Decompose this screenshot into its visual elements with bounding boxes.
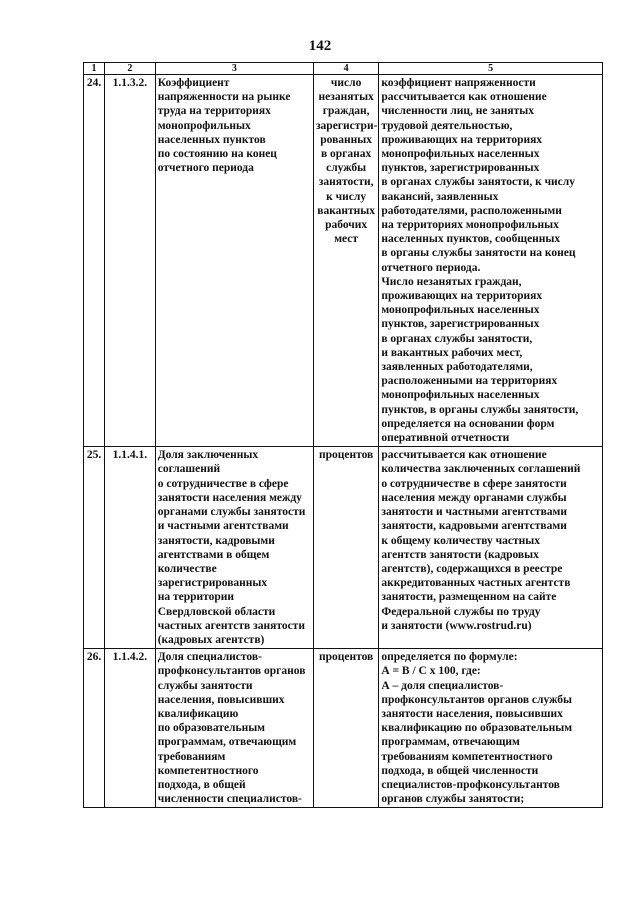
indicator-name-line: отчетного периода	[157, 162, 254, 175]
calculation-method-line: работодателями, расположенными	[381, 204, 562, 217]
unit-of-measure-line: службы	[326, 162, 367, 175]
calculation-method-line: расположенными на территориях	[381, 375, 558, 388]
calculation-method-line: о сотрудничестве в сфере занятости	[381, 477, 567, 490]
calculation-method-line: и занятости (www.rostrud.ru)	[381, 619, 532, 632]
table-row	[84, 447, 603, 649]
unit-of-measure	[313, 75, 378, 447]
indicator-name	[155, 447, 313, 649]
calculation-method-line: оперативной отчетности	[381, 432, 510, 445]
indicator-name-line: населенных пунктов	[157, 133, 266, 146]
unit-of-measure-line: процентов	[318, 449, 374, 462]
calculation-method-line: занятости, размещенном на сайте	[381, 591, 557, 604]
calculation-method-line: определяется на основании форм	[381, 417, 555, 430]
calculation-method-line: профконсультантов органов службы	[381, 693, 572, 706]
indicator-name-line: службы занятости	[157, 679, 253, 692]
calculation-method-line: занятости населения, повысивших	[381, 707, 563, 720]
unit-of-measure-line: незанятых	[318, 91, 374, 104]
calculation-method-line: проживающих на территориях	[381, 290, 543, 303]
calculation-method-line: рассчитывается как отношение	[381, 91, 547, 104]
indicator-name-line: частных агентств занятости	[157, 619, 305, 632]
calculation-method-line: пунктов, зарегистрированных	[381, 162, 540, 175]
column-header-3: 3	[155, 63, 313, 75]
indicator-name-line: напряженности на рынке	[157, 91, 291, 104]
unit-of-measure-line: зарегистри-	[315, 119, 378, 132]
row-code: 1.1.3.2.	[105, 75, 156, 447]
indicator-name-line: органами службы занятости	[157, 506, 306, 519]
indicator-name-line: Доля заключенных	[157, 449, 259, 462]
calculation-method-line: пунктов, зарегистрированных	[381, 318, 540, 331]
indicator-name-line: Коэффициент	[157, 77, 230, 89]
calculation-method-line: в органах службы занятости, к числу	[381, 176, 575, 189]
page-number: 142	[308, 38, 332, 54]
calculation-method-line: занятости и частными агентствами	[381, 506, 567, 519]
unit-of-measure-line: вакантных	[317, 204, 376, 217]
indicator-name-line: занятости, кадровыми	[157, 534, 275, 547]
column-header-1: 1	[84, 63, 105, 75]
unit-of-measure-line: рабочих	[325, 219, 368, 232]
unit-of-measure-line: в органах	[320, 148, 372, 161]
indicator-name-line: Доля специалистов-	[157, 651, 262, 664]
row-number: 25.	[84, 447, 105, 649]
column-header-row	[84, 63, 603, 75]
calculation-method-line: в органах службы занятости,	[381, 332, 533, 345]
unit-of-measure-line: процентов	[318, 651, 374, 664]
table-row	[84, 649, 603, 808]
unit-of-measure-line: мест	[334, 233, 359, 246]
unit-of-measure-line: к числу	[326, 190, 367, 203]
calculation-method-line: населенных пунктов, сообщенных	[381, 233, 561, 246]
unit-of-measure-line: число	[330, 77, 362, 89]
indicator-name-line: квалификацию	[157, 707, 239, 720]
unit-of-measure-line: граждан,	[322, 105, 370, 118]
indicator-name-line: населения, повысивших	[157, 693, 285, 706]
calculation-method-line: А – доля специалистов-	[381, 679, 504, 692]
calculation-method-line: монопрофильных населенных	[381, 304, 540, 317]
indicator-name-line: монопрофильных	[157, 119, 251, 132]
calculation-method-line: количества заключенных соглашений	[381, 463, 581, 476]
calculation-method-line: рассчитывается как отношение	[381, 449, 547, 462]
calculation-method-line: пунктов, в органы службы занятости,	[381, 403, 579, 416]
indicator-name-line: о сотрудничестве в сфере	[157, 477, 289, 490]
indicator-name-line: подхода, в общей	[157, 778, 246, 791]
calculation-method-line: органов службы занятости;	[381, 793, 525, 806]
calculation-method-line: занятости, кадровыми агентствами	[381, 520, 567, 533]
calculation-method-line: Число незанятых граждан,	[381, 275, 522, 288]
indicator-name-line: на территории	[157, 591, 235, 604]
calculation-method-line: монопрофильных населенных	[381, 389, 540, 402]
row-code: 1.1.4.1.	[105, 447, 156, 649]
indicator-name-line: соглашений	[157, 463, 221, 476]
row-number: 26.	[84, 649, 105, 808]
indicator-name-line: компетентностного	[157, 764, 259, 777]
calculation-method-line: определяется по формуле:	[381, 651, 518, 664]
indicator-name-line: по состоянию на конец	[157, 148, 277, 161]
calculation-method-line: населения между органами службы	[381, 491, 567, 504]
calculation-method-line: квалификацию по образовательным	[381, 722, 573, 735]
calculation-method-line: Федеральной службы по труду	[381, 605, 541, 618]
calculation-method	[379, 75, 603, 447]
row-code: 1.1.4.2.	[105, 649, 156, 808]
indicator-name-line: программам, отвечающим	[157, 736, 297, 749]
indicator-name-line: (кадровых агентств)	[157, 633, 265, 646]
calculation-method-line: на территориях монопрофильных	[381, 219, 559, 232]
table-row	[84, 75, 603, 447]
calculation-method-line: А = В / С х 100, где:	[381, 665, 481, 678]
column-header-5: 5	[379, 63, 603, 75]
calculation-method-line: требованиям компетентностного	[381, 750, 553, 763]
calculation-method-line: заявленных работодателями,	[381, 361, 533, 374]
calculation-method-line: отчетного периода.	[381, 261, 481, 274]
indicator-name-line: и частными агентствами	[157, 520, 289, 533]
column-header-4: 4	[313, 63, 378, 75]
calculation-method-line: коэффициент напряженности	[381, 77, 536, 89]
column-header-2: 2	[105, 63, 156, 75]
indicator-name-line: профконсультантов органов	[157, 665, 306, 678]
calculation-method	[379, 447, 603, 649]
indicator-name-line: требованиям	[157, 750, 226, 763]
row-number: 24.	[84, 75, 105, 447]
indicator-name-line: по образовательным	[157, 722, 266, 735]
calculation-method-line: в органы службы занятости на конец	[381, 247, 576, 260]
calculation-method-line: монопрофильных населенных	[381, 148, 540, 161]
calculation-method-line: численности лиц, не занятых	[381, 105, 535, 118]
calculation-method	[379, 649, 603, 808]
calculation-method-line: к общему количеству частных	[381, 534, 541, 547]
calculation-method-line: подхода, в общей численности	[381, 764, 539, 777]
indicator-name	[155, 75, 313, 447]
unit-of-measure	[313, 447, 378, 649]
unit-of-measure	[313, 649, 378, 808]
calculation-method-line: программам, отвечающим	[381, 736, 520, 749]
calculation-method-line: вакансий, заявленных	[381, 190, 499, 203]
indicators-table	[83, 62, 603, 808]
indicator-name-line: численности специалистов-	[157, 793, 302, 806]
indicator-name-line: агентствами в общем	[157, 548, 270, 561]
unit-of-measure-line: рованных	[320, 133, 373, 146]
calculation-method-line: агентств), содержащихся в реестре	[381, 562, 563, 575]
calculation-method-line: и вакантных рабочих мест,	[381, 346, 523, 359]
calculation-method-line: проживающих на территориях	[381, 133, 543, 146]
calculation-method-line: агентств занятости (кадровых	[381, 548, 539, 561]
indicator-name-line: труда на территориях	[157, 105, 271, 118]
calculation-method-line: аккредитованных частных агентств	[381, 577, 571, 590]
unit-of-measure-line: занятости,	[318, 176, 374, 189]
indicator-name-line: количестве	[157, 562, 217, 575]
calculation-method-line: специалистов-профконсультантов	[381, 778, 560, 791]
indicator-name-line: занятости населения между	[157, 491, 302, 504]
indicator-name-line: зарегистрированных	[157, 577, 268, 590]
calculation-method-line: трудовой деятельностью,	[381, 119, 513, 132]
indicator-name-line: Свердловской области	[157, 605, 276, 618]
indicator-name	[155, 649, 313, 808]
